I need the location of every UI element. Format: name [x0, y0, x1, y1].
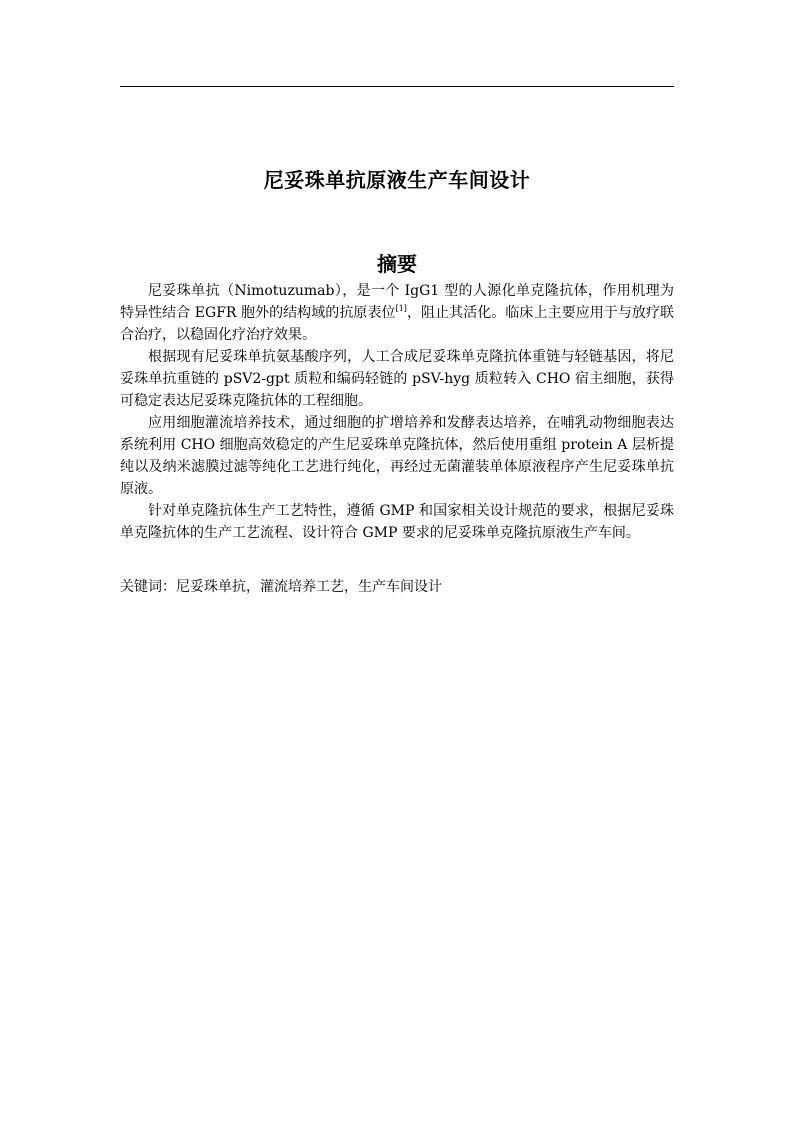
- keywords-text: 尼妥珠单抗，灌流培养工艺，生产车间设计: [176, 579, 442, 595]
- abstract-paragraph-3: 应用细胞灌流培养技术，通过细胞的扩增培养和发酵表达培养，在哺乳动物细胞表达系统利用 CHO 细胞高效稳定的产生尼妥珠单克隆抗体，然后使用重组 protein A 层析提纯以及纳米滤膜过滤等纯化工艺进行纯化，再经过无菌灌装单体原液程序产生尼妥珠单抗原液。: [120, 415, 674, 497]
- citation-mark: [1]: [395, 304, 407, 313]
- header-rule: [120, 86, 674, 87]
- paragraph-text: 尼妥珠单抗（Nimotuzumab），是一个 IgG1 型的人源化单克隆抗体，作用机理为特异性结合 EGFR 胞外的结构域的抗原表位: [120, 283, 674, 321]
- abstract-paragraph-1: [120, 280, 674, 346]
- keywords-label: 关键词：: [120, 579, 176, 595]
- abstract-heading: 摘要: [377, 252, 417, 276]
- abstract-paragraph-2: 根据现有尼妥珠单抗氨基酸序列，人工合成尼妥珠单克隆抗体重链与轻链基因，将尼妥珠单抗重链的 pSV2-gpt 质粒和编码轻链的 pSV-hyg 质粒转入 CHO 宿主细胞，获得可稳定表达尼妥珠克隆抗体的工程细胞。: [120, 349, 674, 409]
- paragraph-text: ，阻止其活化。临床上主要应用于与放疗联合治疗，以稳固化疗治疗效果。: [120, 305, 674, 343]
- document-title: 尼妥珠单抗原液生产车间设计: [263, 168, 531, 192]
- abstract-paragraph-4: 针对单克隆抗体生产工艺特性，遵循 GMP 和国家相关设计规范的要求，根据尼妥珠单克隆抗体的生产工艺流程、设计符合 GMP 要求的尼妥珠单克隆抗原液生产车间。: [120, 503, 674, 541]
- abstract-body: [120, 280, 674, 544]
- keywords-line: [120, 576, 674, 598]
